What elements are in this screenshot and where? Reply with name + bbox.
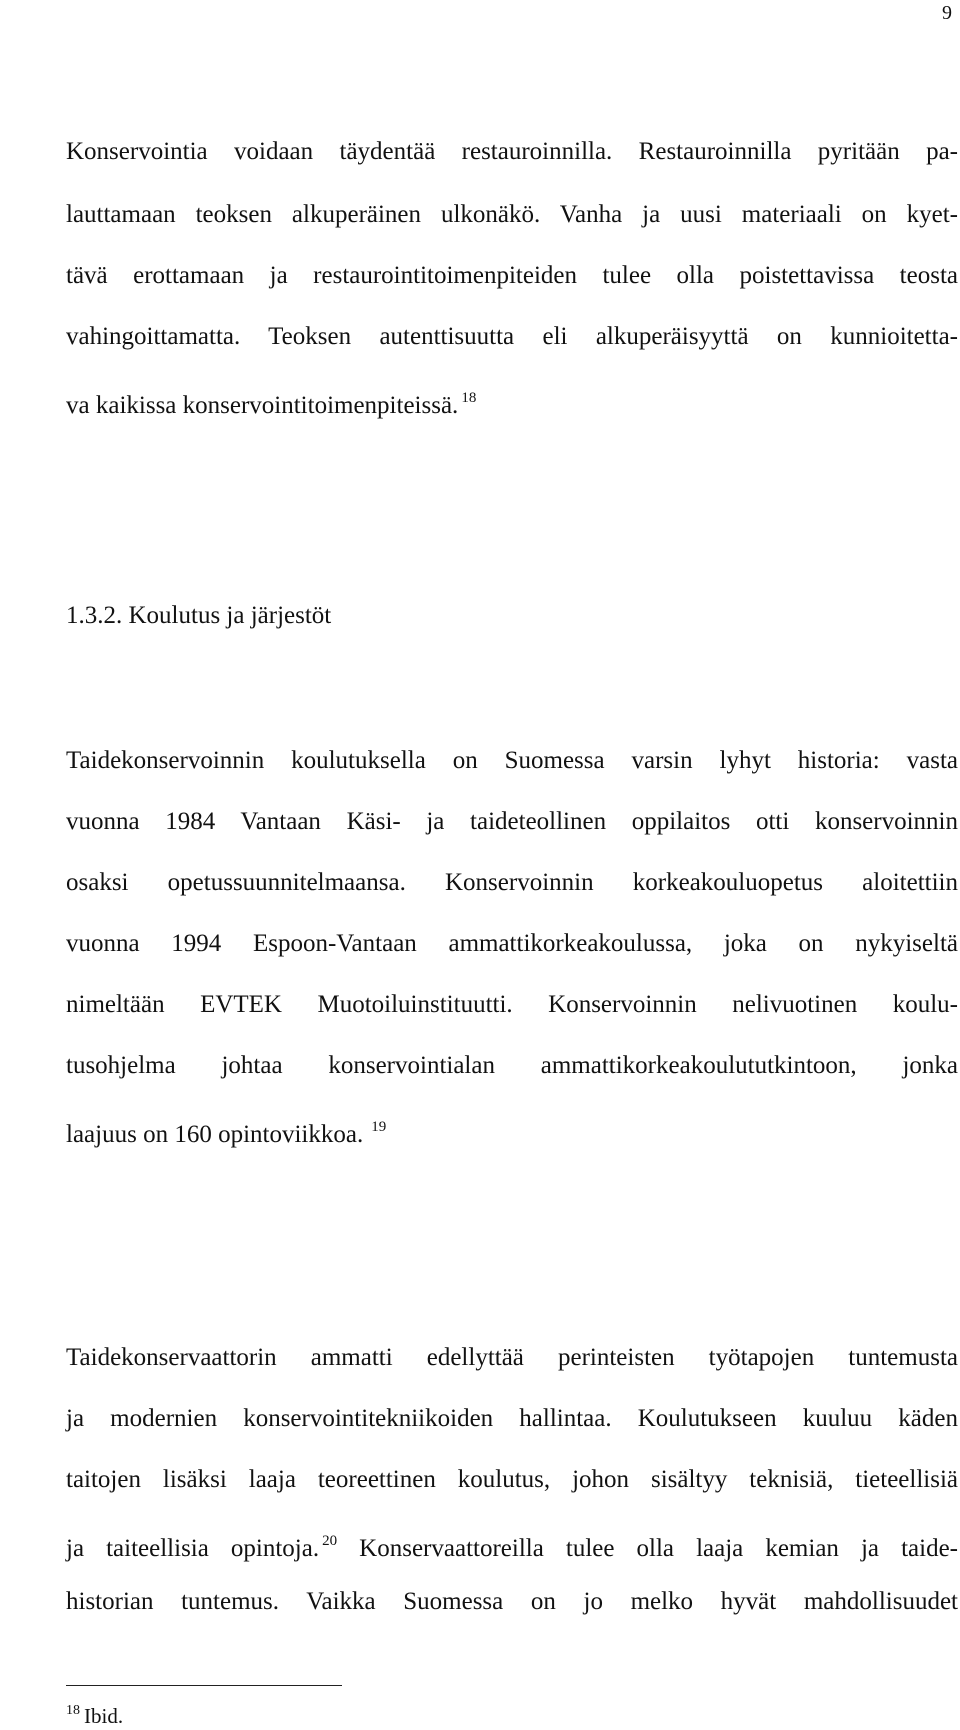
paragraph-2-line-3: osaksi opetussuunnitelmaansa. Konservoinnin korkeakouluopetus aloitettiin [66, 869, 958, 896]
footnote-separator [66, 1685, 342, 1686]
page-number: 9 [942, 2, 952, 24]
paragraph-2-line-7 [66, 1111, 386, 1151]
paragraph-2-line-2: vuonna 1984 Vantaan Käsi- ja taideteollinen oppilaitos otti konservoinnin [66, 808, 958, 835]
paragraph-3-line-4-start [66, 1535, 337, 1562]
paragraph-3-line-1: Taidekonservaattorin ammatti edellyttää perinteisten työtapojen tuntemusta [66, 1344, 958, 1371]
paragraph-2-line-5: nimeltään EVTEK Muotoiluinstituutti. Konservoinnin nelivuotinen koulu- [66, 991, 958, 1018]
paragraph-2-line-7-text: laajuus on 160 opintoviikkoa. [66, 1121, 364, 1148]
footnote-18 [66, 1697, 123, 1730]
paragraph-2-line-4: vuonna 1994 Espoon-Vantaan ammattikorkeakoulussa, joka on nykyiseltä [66, 930, 958, 957]
paragraph-1-line-1: Konservointia voidaan täydentää restauroinnilla. Restauroinnilla pyritään pa- [66, 138, 958, 165]
paragraph-2-line-1: Taidekonservoinnin koulutuksella on Suomessa varsin lyhyt historia: vasta [66, 747, 958, 774]
paragraph-1-line-5 [66, 382, 476, 422]
footnote-reference-19[interactable]: 19 [371, 1119, 387, 1135]
paragraph-3-line-4-continuation: Konservaattoreilla tulee olla laaja kemian ja taide- [359, 1535, 958, 1562]
footnote-text: Ibid. [84, 1704, 124, 1728]
paragraph-3-line-2: ja modernien konservointitekniikoiden hallintaa. Koulutukseen kuuluu käden [66, 1405, 958, 1432]
paragraph-1-line-5-text: va kaikissa konservointitoimenpiteissä. [66, 392, 459, 419]
paragraph-3-line-3: taitojen lisäksi laaja teoreettinen koulutus, johon sisältyy teknisiä, tieteellisiä [66, 1466, 958, 1493]
footnote-number: 18 [66, 1703, 80, 1718]
footnote-reference-18[interactable]: 18 [461, 390, 477, 406]
paragraph-3-line-4 [66, 1525, 958, 1565]
section-heading: 1.3.2. Koulutus ja järjestöt [66, 602, 332, 629]
paragraph-1-line-2: lauttamaan teoksen alkuperäinen ulkonäkö. Vanha ja uusi materiaali on kyet- [66, 201, 958, 228]
paragraph-1-line-4: vahingoittamatta. Teoksen autenttisuutta eli alkuperäisyyttä on kunnioitetta- [66, 323, 958, 350]
paragraph-2-line-6: tusohjelma johtaa konservointialan ammattikorkeakoulututkintoon, jonka [66, 1052, 958, 1079]
footnote-reference-20[interactable]: 20 [322, 1533, 338, 1549]
paragraph-3-line-5: historian tuntemus. Vaikka Suomessa on jo melko hyvät mahdollisuudet [66, 1588, 958, 1615]
paragraph-1-line-3: tävä erottamaan ja restaurointitoimenpiteiden tulee olla poistettavissa teosta [66, 262, 958, 289]
paragraph-3-line-4-text: ja taiteellisia opintoja. [66, 1535, 320, 1562]
